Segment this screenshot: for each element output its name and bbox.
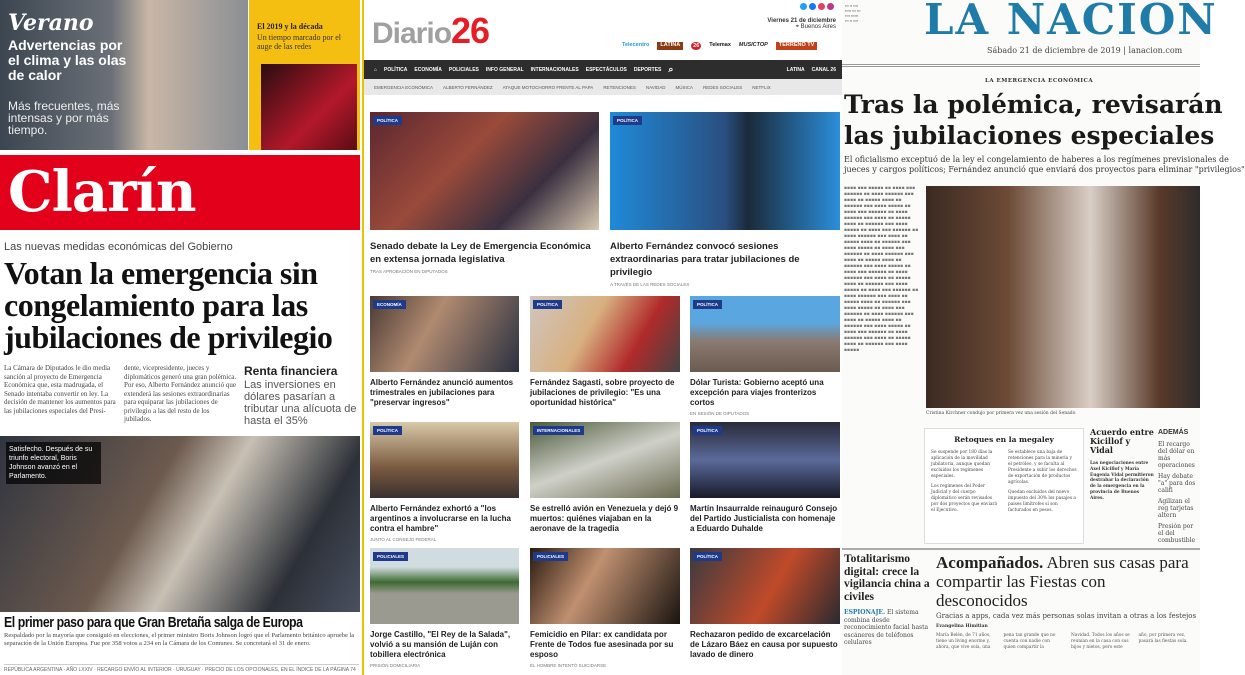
body-text: dente, vicepresidente, jueces y diplomáticos generó una gran polémica. Por eso, Alberto Fernández anunció que extenderá las sesiones extraordinarias para equiparar las jubilaciones de privilegio a las del resto de los jubilados. [124,364,237,423]
article-subtitle: EL HOMBRE INTENTÓ SUICIDARSE [530,663,607,668]
body-text: La Cámara de Diputados le dio media sanción al proyecto de Emergencia Económica que, esta madrugada, el Senado intentaba convertir en ley. La decisión de mantener los aumentos para las jubilaciones especiales del Presi- [4,364,116,415]
article-card[interactable] [370,296,519,411]
article-image[interactable] [690,296,840,372]
nav-item-latina[interactable]: LATINA [786,66,805,73]
box-item: Se suspende por 180 días la aplicación de la movilidad jubilatoria, aunque quedan excluidos los regímenes especiales. [931,450,993,479]
photo-caption: Cristina Kirchner condujo por primera vez una sesión del Senado [926,411,1076,416]
totalitarismo-story[interactable] [844,553,930,647]
category-tag[interactable]: POLICIALES [373,552,408,561]
kicker: Las nuevas medidas económicas del Gobierno [4,241,233,253]
clarin-front-page [0,0,360,675]
instagram-icon[interactable] [827,3,834,10]
date-line: Sábado 21 de diciembre de 2019 | lanacion.com [987,46,1183,55]
channel-logo[interactable]: LATINA [657,42,683,50]
topic-link[interactable]: REDES SOCIALES [703,84,743,90]
acompanados-deck: Gracias a apps, cada vez más personas solas invitan a otras a los festejos [936,612,1197,620]
article-image[interactable] [530,296,680,372]
nav-item[interactable]: POLÍTICA [384,66,408,73]
nav-item[interactable]: POLICIALES [448,66,479,73]
main-headline[interactable]: Votan la emergencia sin congelamiento para las jubilaciones de privilegio [4,255,333,355]
location-text: Buenos Aires [800,24,836,30]
deck-line: jueces y cargos políticos; Fernández anunció que enviará dos proyectos para eliminar "privilegios" [844,165,1245,174]
diario26-logo[interactable] [372,10,489,52]
channel-logo[interactable]: TERRENO TV [776,42,817,50]
article-card[interactable] [530,422,680,537]
article-card[interactable] [690,296,840,416]
story-text: Las negociaciones entre Axel Kicillof y María Eugenia Vidal permitieron destrabar la declaración de la emergencia en la provincia de Buenos Aires. [1090,461,1154,501]
article-card[interactable] [610,112,840,287]
article-image[interactable] [530,548,680,624]
article-image[interactable] [370,296,519,372]
topic-link[interactable]: NAVIDAD [645,84,666,90]
category-tag[interactable]: POLÍTICA [533,300,562,309]
article-card[interactable] [370,422,519,542]
nav-item[interactable]: ESPECTÁCULOS [585,66,627,73]
article-title[interactable]: Senado debate la Ley de Emergencia Económica en extensa jornada legislativa [370,241,591,265]
article-image[interactable] [690,422,840,498]
body-column: ▪▪▪▪ ▪▪▪ ▪▪▪▪▪ ▪▪ ▪▪▪▪ ▪▪▪ ▪▪▪▪▪▪ ▪▪ ▪▪▪▪ ▪▪▪▪▪▪ ▪▪▪ ▪▪▪▪ ▪▪ ▪▪▪▪▪ ▪▪▪▪ ▪▪ ▪▪▪▪▪▪ ▪▪▪ ▪▪▪▪ ▪▪▪▪▪ ▪▪ ▪▪▪▪ ▪▪▪ ▪▪▪▪▪▪ ▪▪ ▪▪▪▪ ▪▪▪▪▪▪ ▪▪▪ ▪▪▪▪ ▪▪ ▪▪▪▪▪ ▪▪▪▪ ▪▪ ▪▪▪▪▪▪ ▪▪▪ ▪▪▪▪ ▪▪▪▪▪ ▪▪ ▪▪▪▪ ▪▪▪ ▪▪▪▪▪▪ ▪▪ ▪▪▪▪ ▪▪▪▪▪▪ ▪▪▪ ▪▪▪▪ ▪▪ ▪▪▪▪▪ ▪▪▪▪ ▪▪ ▪▪▪▪▪▪ ▪▪▪ ▪▪▪▪ ▪▪▪▪▪ ▪▪ ▪▪▪▪ ▪▪▪ ▪▪▪▪▪▪ ▪▪ ▪▪▪▪ ▪▪▪▪▪▪ ▪▪▪ ▪▪▪▪ ▪▪ ▪▪▪▪▪ ▪▪▪▪ ▪▪ ▪▪▪▪▪▪ ▪▪▪ ▪▪▪▪ ▪▪▪▪▪ ▪▪ ▪▪▪▪ ▪▪▪ ▪▪▪▪▪▪ ▪▪ ▪▪▪▪ ▪▪▪▪▪▪ ▪▪▪ ▪▪▪▪ ▪▪ ▪▪▪▪▪ ▪▪▪▪ ▪▪ ▪▪▪▪▪▪ ▪▪▪ ▪▪▪▪ ▪▪▪▪▪ ▪▪ ▪▪▪▪ ▪▪▪ ▪▪▪▪▪▪ ▪▪ ▪▪▪▪ ▪▪▪▪▪▪ ▪▪▪ ▪▪▪▪ ▪▪ ▪▪▪▪▪ ▪▪▪▪ ▪▪ ▪▪▪▪▪▪ ▪▪▪ ▪▪▪▪ ▪▪▪▪▪ ▪▪ ▪▪▪▪ ▪▪▪ ▪▪▪▪▪▪ ▪▪ ▪▪▪▪ ▪▪▪▪▪▪ ▪▪▪ ▪▪▪▪ ▪▪ ▪▪▪▪▪ ▪▪▪▪ ▪▪ ▪▪▪▪▪▪ ▪▪▪ ▪▪▪▪ ▪▪▪▪▪ ▪▪ ▪▪▪▪ ▪▪▪ ▪▪▪▪▪▪ ▪▪ ▪▪▪▪ ▪▪▪▪▪▪ ▪▪▪ ▪▪▪▪ ▪▪ ▪▪▪▪▪ ▪▪▪▪ ▪▪ ▪▪▪▪▪▪ ▪▪▪ ▪▪▪▪ ▪▪▪▪▪ [844,186,919,353]
ademas-item[interactable]: Agilizan el reg tarjetas altern [1158,498,1194,519]
article-card[interactable] [690,548,840,663]
acompanados-body: María Belén, de 71 años, tiene un living enorme y, ahora, que vive sola, una pena tan grande que no cuenta con nadie con quien compartir la Navidad. Todos los años se reunían en la casa con sus hijos y nietos, pero este año, por primera vez, pasará las fiestas sola. [936,633,1188,650]
search-icon[interactable]: ⌕ [668,64,674,74]
article-card[interactable] [370,548,519,668]
author: Evangelina Himitian [936,624,988,629]
promo-headline: Advertencias por el clima y las olas de calor [8,37,127,83]
nav-item[interactable]: ECONOMÍA [414,66,442,73]
youtube-icon[interactable] [818,3,825,10]
main-deck [844,155,1245,175]
headline-line: las jubilaciones especiales [844,121,1215,150]
topic-link[interactable]: NETFLIX [752,84,771,90]
category-tag[interactable]: POLICIALES [533,552,568,561]
boris-johnson-photo [0,436,360,612]
article-card[interactable] [530,296,680,411]
cristina-kirchner-photo [926,186,1200,408]
topics-bar [364,79,842,95]
promo-title: Verano [8,10,94,36]
article-title[interactable]: Fernández Sagasti, sobre proyecto de jubilaciones de privilegio: "Es una oportunidad histórica" [530,378,675,407]
topic-link[interactable]: MÚSICA [675,84,694,90]
magazine-cover-image [261,64,357,150]
article-card[interactable] [530,548,680,668]
article-title[interactable]: Alberto Fernández exhortó a "los argentinos a involucrarse en la lucha contra el hambre" [370,504,511,533]
nav-item-canal26[interactable]: CANAL 26 [811,66,836,73]
date: Viernes 21 de diciembre [767,18,836,24]
secondary-deck: Respaldado por la mayoría que consiguió en elecciones, el primer ministro Boris Johnson logró que el Parlamento británico apruebe la separación de la Unión Europea. Fue por 358 votos a 234 en la Cámara de los Comunes. Se concretará el 31 de enero. [4,632,355,647]
verano-promo[interactable] [0,0,248,150]
article-image[interactable] [370,548,519,624]
article-image[interactable] [370,112,599,230]
category-tag[interactable]: POLÍTICA [693,300,722,309]
article-subtitle: TRAS APROBACIÓN EN DIPUTADOS [370,269,448,274]
side-title: Renta financiera [244,364,338,378]
article-title[interactable]: Dólar Turista: Gobierno aceptó una excepción para viajes fronterizos cortos [690,378,824,407]
topic-link[interactable]: RETENCIONES [603,84,636,90]
category-tag[interactable]: POLÍTICA [373,426,402,435]
logo-number: 26 [451,10,490,51]
divider [842,548,1200,550]
story-title: Totalitarismo digital: crece la vigilancia china a civiles [844,553,930,603]
article-subtitle: EN SESIÓN DE DIPUTADOS [690,411,750,416]
facebook-icon[interactable] [809,3,816,10]
index-box: ▪▪▪ ▪▪ ▪▪▪▪ ▪▪▪▪▪ ▪▪▪ ▪▪▪ ▪▪▪▪ ▪▪▪▪▪▪ ▪▪▪ ▪▪ ▪▪▪▪ [845,4,861,23]
promo-deck: Más frecuentes, más intensas y por más tiempo. [8,99,120,137]
story-text: El sistema combina desde reconocimiento facial hasta escáneres de teléfonos celulares [844,609,929,646]
article-card[interactable] [370,112,599,274]
deck-line: El oficialismo exceptuó de la ley el congelamiento de haberes a los regímenes previsionales de [844,155,1229,164]
ademas-list [1158,428,1200,544]
social-icons [800,3,834,10]
date-location [767,14,836,31]
article-card[interactable] [690,422,840,537]
topic-link[interactable]: ATAQUE MOTOCHORRO FRENTE AL PAPA [502,84,594,90]
promo-title: El 2019 y la década [257,22,323,31]
home-icon[interactable]: ⌂ [374,66,378,73]
twitter-icon[interactable] [800,3,807,10]
category-tag[interactable]: POLÍTICA [373,116,402,125]
article-subtitle: JUNTO AL CONSEJO FEDERAL [370,537,437,542]
article-title[interactable]: Rechazaron pedido de excarcelación de Lázaro Báez en causa por supuesto lavado de dinero [690,630,838,659]
headline-rest: Abren sus casas para compartir las Fiestas con desconocidos [936,553,1189,610]
article-image[interactable] [610,112,840,230]
clarin-logo: Clarín [8,159,196,225]
side-text: Las inversiones en dólares pasarían a tributar una alícuota de hasta el 35% [244,379,357,427]
story-kicker: ESPIONAJE. [844,609,886,616]
channel-logo[interactable]: Telemax [709,42,731,48]
ademas-item[interactable]: El recargo del dólar en más operaciones [1158,441,1195,469]
location: ⌖ Buenos Aires [795,24,836,30]
story-title: Acuerdo entre Kicillof y Vidal [1090,427,1154,455]
page-footer: REPÚBLICA ARGENTINA · AÑO LXXIV · RECARGO ENVÍO AL INTERIOR · URUGUAY · PRECIO DE LOS OPCIONALES, EN EL ÍNDICE DE LA PÁGINA 74 [4,664,359,673]
box-item: Se establece una baja de retenciones para la minería y el petróleo, y se faculta al Presidente a subir los derechos de exportación de productos agrícolas. [1008,450,1077,485]
main-nav [364,60,842,79]
acompanados-headline[interactable] [936,553,1198,610]
side-story[interactable] [244,364,358,427]
lanacion-logo: LA NACION [924,0,1218,44]
article-subtitle: A TRAVÉS DE LAS REDES SOCIALES [610,282,690,287]
category-tag[interactable]: ECONOMÍA [373,300,406,309]
ademas-item[interactable]: Presión por el del combustible [1158,523,1196,544]
topic-link[interactable]: EMERGENCIA ECONÓMICA [374,84,434,90]
lanacion-front-page [842,0,1245,675]
article-image[interactable] [690,548,840,624]
article-image[interactable] [370,422,519,498]
logo-text: Diario [372,17,452,50]
channel-logos [622,42,817,50]
ademas-item[interactable]: Hay debate "a" para dos califi [1158,473,1196,494]
channel-logo[interactable]: MUSICTOP [738,42,768,48]
kicillof-vidal-story[interactable] [1090,428,1154,502]
clarin-logo-band [0,155,360,230]
ademas-label: ADEMÁS [1158,429,1189,436]
photo-caption: Satisfecho. Después de su triunfo electoral, Boris Johnson avanzó en el Parlamento. [6,442,101,484]
channel-logo[interactable]: 26 [693,43,700,49]
diario26-homepage [362,0,840,675]
category-tag[interactable]: INTERNACIONALES [533,426,584,435]
category-tag[interactable]: POLÍTICA [693,552,722,561]
divider [842,64,1200,67]
article-title[interactable]: Alberto Fernández anunció aumentos trimestrales en jubilaciones para "preservar ingresos" [370,378,514,407]
promo-deck: Un tiempo marcado por el auge de las redes [257,33,341,51]
category-tag[interactable]: POLÍTICA [693,426,722,435]
decada-promo[interactable] [249,0,360,150]
box-title: Retoques en la megaley [954,435,1054,444]
megaley-box [924,428,1084,544]
main-headline[interactable] [844,89,1224,151]
secondary-headline[interactable]: El primer paso para que Gran Bretaña salga de Europa [4,614,303,631]
article-title[interactable]: Alberto Fernández convocó sesiones extraordinarias para tratar jubilaciones de privilegio [610,241,800,278]
nav-item[interactable]: INTERNACIONALES [530,66,579,73]
nav-item[interactable]: INFO GENERAL [485,66,524,73]
nav-item[interactable]: DEPORTES [633,66,662,73]
kicker: LA EMERGENCIA ECONÓMICA [985,78,1094,84]
article-title[interactable]: Femicidio en Pilar: ex candidata por Frente de Todos fue asesinada por su esposo [530,630,674,659]
box-item: Quedan excluidos del nuevo impuesto del 30% los pasajes a países limítrofes si son facturados en pesos. [1008,490,1076,513]
article-subtitle: PRISIÓN DOMICILIARIA [370,663,421,668]
channel-logo[interactable]: Telecentro [622,42,650,48]
headline-line: Tras la polémica, revisarán [844,90,1223,119]
headline-bold: Acompañados. [936,553,1044,572]
article-image[interactable] [530,422,680,498]
article-title[interactable]: Martín Insaurralde reinauguró Consejo del Partido Justicialista con homenaje a Eduardo Duhalde [690,504,838,533]
box-item: Los regímenes del Poder Judicial y del cuerpo diplomático serán revisados por dos proyectos que enviará el Ejecutivo. [931,484,998,513]
topic-link[interactable]: ALBERTO FERNÁNDEZ [443,84,493,90]
category-tag[interactable]: POLÍTICA [613,116,642,125]
article-title[interactable]: Jorge Castillo, "El Rey de la Salada", volvió a su mansión de Luján con tobillera electrónica [370,630,511,659]
article-title[interactable]: Se estrelló avión en Venezuela y dejó 9 muertos: quiénes viajaban en la aeronave de la tragedia [530,504,679,533]
